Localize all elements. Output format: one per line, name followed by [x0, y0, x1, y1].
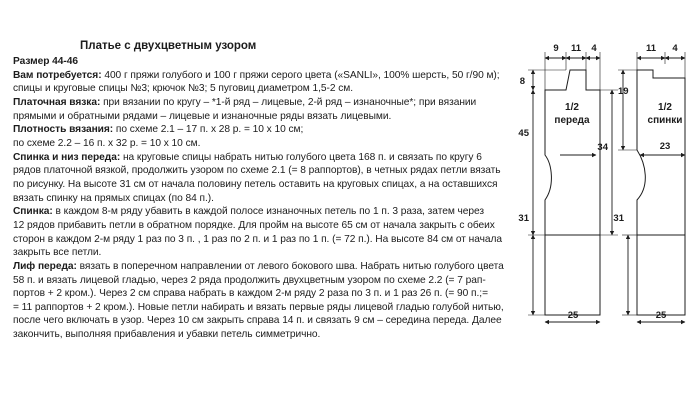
back-dim-right-top: 19 [618, 86, 629, 97]
front-dim-top-a: 9 [553, 43, 559, 54]
text-line-content: вязать в поперечном направлении от левого бокового шва. Набрать нитью голубого цвета [76, 260, 504, 272]
front-dim-top-c: 4 [591, 43, 597, 54]
text-line-heading: Спинка: [13, 206, 53, 218]
text-line-heading: Спинка и низ переда: [13, 151, 121, 163]
text-line-content: при вязании по кругу – *1-й ряд – лицевые, 2-й ряд – изнаночные*; при вязании [100, 96, 477, 108]
text-line-content: на круговые спицы набрать нитью голубого цвета 168 п. и связать по кругу 6 [120, 151, 482, 163]
text-line-heading: Размер 44-46 [13, 56, 78, 67]
text-line-heading: Лиф переда: [13, 260, 77, 272]
text-line-content: после чего включать в узор. Через 10 см закрыть справа 14 п. и связать 9 см – середина переда. Далее [13, 315, 502, 327]
document-title: Платье с двухцветным узором [80, 40, 257, 52]
text-line-heading: Платочная вязка: [13, 96, 101, 108]
text-line-content: рядов платочной вязкой, продолжить узором по схеме 2.1 (= 8 раппортов), в четных рядах петли вязать [13, 165, 501, 177]
front-label-fraction: 1/2 [565, 102, 579, 113]
back-dim-bottom: 25 [655, 310, 667, 321]
text-line-content: по рисунку. На высоте 31 см от начала половину петель оставить на круговых спицах, а на оставшихся [13, 178, 498, 190]
back-dim-top-b: 4 [672, 43, 678, 54]
front-outline [545, 70, 600, 235]
text-line-content: закончить, выполняя прибавления и убавки петель симметрично. [13, 329, 321, 341]
back-label-fraction: 1/2 [658, 102, 672, 113]
text-line-content: по схеме 2.2 – 16 п. х 32 р. = 10 х 10 см. [13, 137, 201, 149]
back-dim-left-bottom: 31 [613, 213, 624, 224]
text-line-content: прямыми и обратными рядами – лицевые и изнаночные ряды вязать лицевыми. [13, 110, 392, 122]
text-line-content: 58 п. и вязать лицевой гладью, через 2 ряда продолжить двухцветным узором по схеме 2.2 (= 7 рап- [13, 274, 486, 286]
back-schematic [613, 43, 685, 322]
back-dim-middle: 23 [659, 141, 671, 152]
front-dim-top-b: 11 [570, 43, 582, 54]
back-dim-top-a: 11 [645, 43, 657, 54]
text-line-content: 400 г пряжи голубого и 100 г пряжи серого цвета («SANLI», 100% шерсть, 50 г/90 м); [101, 69, 500, 81]
text-line-content: спицы и круговые спицы №3; крючок №3; 5 пуговиц диаметром 1,5-2 см. [13, 83, 354, 95]
text-line-heading: Вам потребуется: [13, 69, 102, 81]
front-schematic [518, 43, 618, 322]
front-dim-left-top: 8 [519, 76, 525, 87]
text-line-content: портов + 2 кром.). Через 2 см справа набрать в каждом 2-м ряду 2 раза по 3 п. и 1 раз 26 п. (= 90 п.;= [13, 288, 488, 300]
text-line-content: закрыть все петли. [13, 247, 102, 259]
text-line-content: вязать спинку на прямых спицах (по 84 п.). [13, 192, 214, 204]
text-line-content: 12 рядов прибавить петли в обратном порядке. Для пройм на высоте 65 см от начала закрыть с обеих [13, 219, 495, 231]
front-dim-left-main: 45 [518, 128, 529, 139]
text-line-content: в каждом 8-м ряду убавить в каждой полосе изнаночных петель по 1 п. 3 раза, затем через [52, 206, 485, 218]
front-label-name: переда [554, 115, 590, 126]
back-label-name: спинки [647, 115, 683, 126]
front-skirt-outline [545, 235, 600, 315]
text-line-content: = 11 раппортов + 2 кром.). Новые петли набирать и вязать первые ряды лицевой гладью голубой нитью, [13, 301, 504, 313]
text-line-heading: Плотность вязания: [13, 124, 114, 136]
front-dim-right: 34 [597, 142, 608, 153]
text-line-content: сторон в каждом 2-м ряду 1 раз по 3 п. , 1 раз по 2 п. и 1 раз по 1 п. (= 72 п.). На высоте 84 см от начала [13, 233, 503, 245]
text-line-content: по схеме 2.1 – 17 п. х 28 р. = 10 х 10 см; [113, 124, 304, 136]
front-dim-left-bottom: 31 [518, 213, 529, 224]
front-dim-bottom: 25 [567, 310, 579, 321]
